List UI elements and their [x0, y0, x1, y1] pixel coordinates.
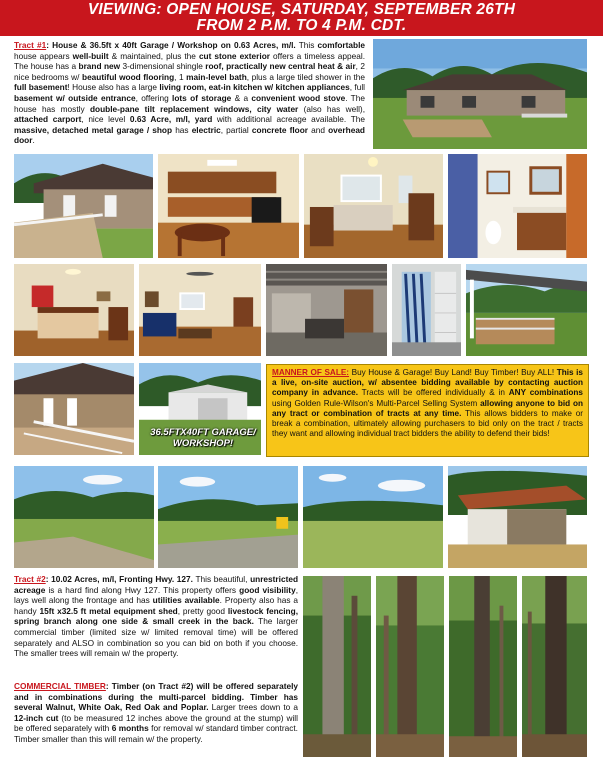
house-exterior-photo	[372, 38, 588, 150]
timber-photo	[448, 575, 518, 758]
equipment-shed-photo	[447, 465, 588, 569]
tract1-label: Tract #1	[14, 40, 47, 50]
commercial-timber-label: COMMERCIAL TIMBER	[14, 681, 106, 691]
timber-photo	[521, 575, 588, 758]
living-room-photo	[138, 263, 262, 357]
kitchen-photo	[157, 153, 300, 259]
tract1-heading: : House & 36.5ft x 40ft Garage / Workshop on 0.63 Acres, m/l.	[46, 40, 296, 50]
tract2-label: Tract #2	[14, 574, 46, 584]
timber-photo	[375, 575, 445, 758]
tract1-description: Tract #1: House & 36.5ft x 40ft Garage / Workshop on 0.63 Acres, m/l. This comfortable house appears well-built & maintained, plus the cut stone exterior offers a timeless appeal. The house has a brand new 3-dimensional shingle roof, practically new central heat & air, 2 nice bedrooms w/ beautiful wood flooring, 1 main-level bath, plus a large tiled shower in the full basement! House also has a large living room, eat-in kitchen w/ kitchen appliances, full basement w/ outside entrance, offering lots of storage & a convenient wood stove. The house has mostly double-pane tilt replacement windows, city water (also has well), attached carport, nice level 0.63 Acre, m/l, yard with additional acreage available. The massive, detached metal garage / shop has electric, partial concrete floor and overhead door.	[14, 40, 366, 146]
banner-line-2: FROM 2 P.M. TO 4 P.M. CDT.	[196, 17, 407, 34]
timber-photo	[302, 575, 372, 758]
manner-of-sale-label: MANNER OF SALE:	[272, 368, 350, 377]
viewing-banner	[0, 0, 603, 36]
bedroom-photo	[13, 263, 135, 357]
basement-photo	[265, 263, 388, 357]
front-porch-photo	[13, 153, 154, 259]
garage-caption: 36.5FTX40FT GARAGE/ WORKSHOP!	[150, 427, 256, 449]
bathroom-photo	[447, 153, 588, 259]
manner-of-sale-box: MANNER OF SALE: Buy House & Garage! Buy Land! Buy Timber! Buy ALL! This is a live, on-site auction, w/ absentee bidding available by contacting auction company in advance. Tracts will be offered individually & in ANY combinations using Golden Rule-Wilson's Multi-Parcel Selling System allowing anyone to bid on any tract or combination of tracts at any time. This allows bidders to make or break a combination, ultimately allowing purchasers to bid only on the tract / tracts they want and allowing individual tract bidders the ability to defend their bids!	[266, 364, 589, 457]
banner-line-1: VIEWING: OPEN HOUSE, SATURDAY, SEPTEMBER 26TH	[87, 1, 516, 18]
tiled-shower-photo	[391, 263, 462, 357]
land-photo	[302, 465, 444, 569]
commercial-timber-description: COMMERCIAL TIMBER: Timber (on Tract #2) will be offered separately and in combinations during the multi-parcel bidding. Timber has several Walnut, White Oak, Red Oak and Poplar. Larger trees down to a 12-inch cut (to be measured 12 inches above the ground at the stump) will be offered separately with 6 months for removal w/ standard timber contract. Timber smaller than this will remain w/ the property.	[14, 681, 298, 744]
land-photo	[13, 465, 155, 569]
tract2-heading: : 10.02 Acres, m/l, Fronting Hwy. 127.	[45, 574, 193, 584]
house-ramp-photo	[13, 362, 135, 456]
tract2-description: Tract #2: 10.02 Acres, m/l, Fronting Hwy. 127. This beautiful, unrestricted acreage is a hard find along Hwy 127. This property offers good visibility, lays well along the frontage and has utilities available. Property also has a handy 15ft x32.5 ft metal equipment shed, pretty good livestock fencing, spring branch along one side & small creek in the back. The larger commercial timber (limited size w/ limited removal time) will be offered separately and ALSO in combination so you can bid on both if you choose. The smaller trees will remain w/ the property.	[14, 574, 299, 659]
land-photo	[157, 465, 299, 569]
carport-photo	[465, 263, 588, 357]
bedroom-photo	[303, 153, 444, 259]
